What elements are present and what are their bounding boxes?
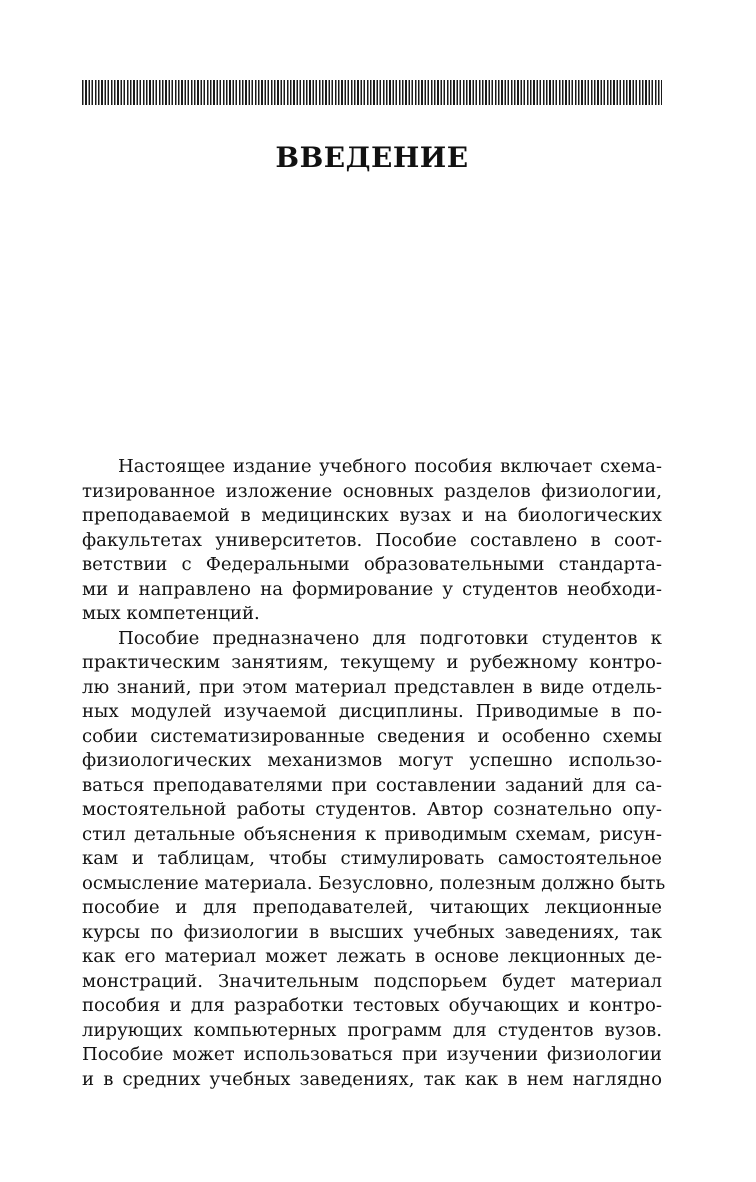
- text-line: пособие и для преподавателей, читающих лекционные: [82, 897, 662, 918]
- text-line: осмысление материала. Безусловно, полезным должно быть: [82, 872, 666, 894]
- text-line: стил детальные объяснения к приводимым схемам, рисун-: [82, 823, 662, 845]
- text-line: лю знаний, при этом материал представлен в виде отдель-: [82, 676, 662, 698]
- text-line: тизированное изложение основных разделов физиологии,: [82, 480, 662, 502]
- text-line: преподаваемой в медицинских вузах и на биологических: [82, 505, 662, 526]
- text-line: и в средних учебных заведениях, так как в нем наглядно: [82, 1068, 662, 1090]
- text-line: собии систематизированные сведения и особенно схемы: [82, 725, 662, 747]
- paragraph: [82, 627, 666, 1093]
- text-line: монстраций. Значительным подспорьем будет материал: [82, 970, 662, 992]
- text-line: ваться преподавателями при составлении заданий для са-: [82, 774, 662, 796]
- text-line: мых компетенций.: [82, 603, 260, 624]
- paragraph: [82, 455, 662, 627]
- text-line: как его материал может лежать в основе лекционных де-: [82, 946, 662, 967]
- text-line: ных модулей изучаемой дисциплины. Приводимые в по-: [82, 701, 662, 722]
- text-line: факультетах университетов. Пособие составлено в соот-: [82, 529, 662, 551]
- text-line: Пособие предназначено для подготовки студентов к: [118, 627, 662, 649]
- text-line: ми и направлено на формирование у студентов необходи-: [82, 578, 662, 600]
- text-line: Пособие может использоваться при изучении физиологии: [82, 1044, 662, 1065]
- text-line: курсы по физиологии в высших учебных заведениях, так: [82, 921, 662, 943]
- body-text: [82, 455, 666, 1092]
- text-line: Настоящее издание учебного пособия включает схема-: [118, 456, 662, 477]
- text-line: ветствии с Федеральными образовательными стандарта-: [82, 554, 662, 575]
- decorative-top-rule: [82, 80, 662, 105]
- chapter-title: ВВЕДЕНИЕ: [275, 141, 469, 174]
- text-line: мостоятельной работы студентов. Автор сознательно опу-: [82, 799, 662, 820]
- text-line: пособия и для разработки тестовых обучающих и контро-: [82, 995, 662, 1016]
- text-line: лирующих компьютерных программ для студентов вузов.: [82, 1019, 662, 1041]
- text-line: кам и таблицам, чтобы стимулировать самостоятельное: [82, 848, 662, 869]
- text-line: практическим занятиям, текущему и рубежному контро-: [82, 652, 662, 673]
- text-line: физиологических механизмов могут успешно использо-: [82, 750, 662, 771]
